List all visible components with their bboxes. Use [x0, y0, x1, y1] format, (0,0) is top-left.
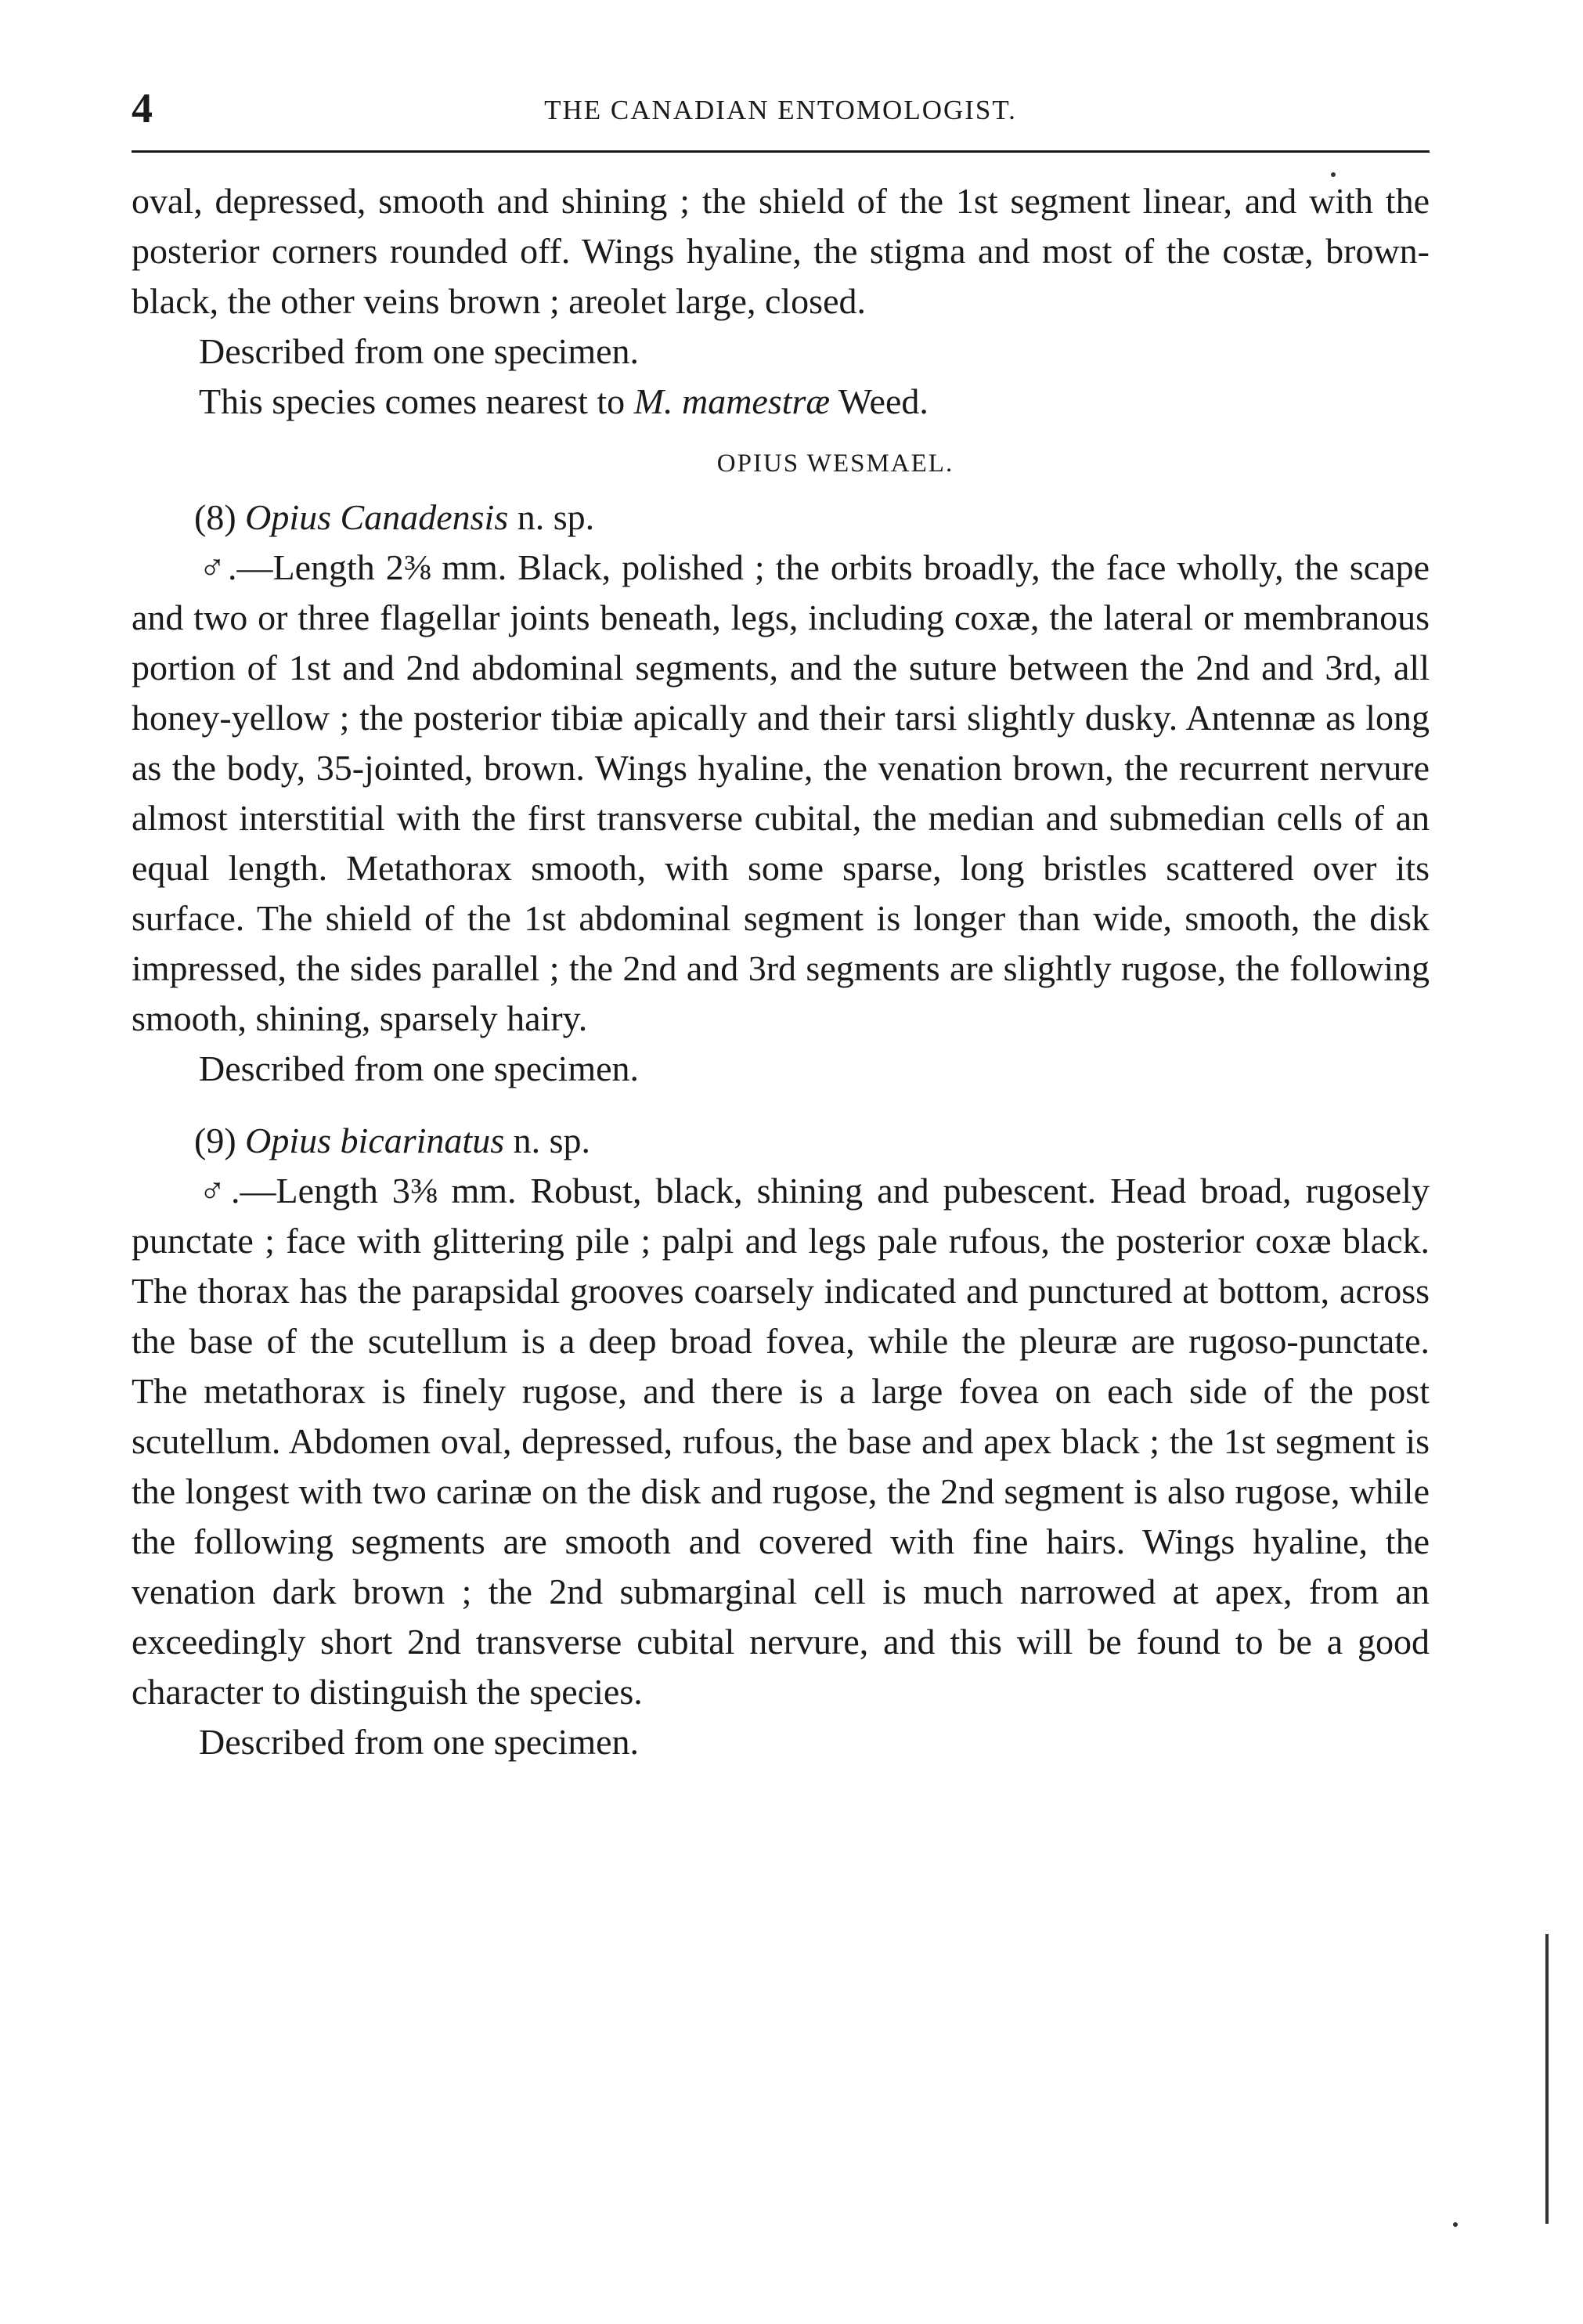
species-number: (8) — [194, 497, 236, 537]
comparison-suffix: Weed. — [838, 381, 929, 421]
species-number: (9) — [194, 1120, 236, 1160]
species-description-9: ♂.—Length 3⅜ mm. Robust, black, shining and pubescent. Head broad, rugosely punctate ; face with glittering pile ; palpi and legs pale rufous, the posterior coxæ black. The thorax has the parapsidal grooves coarsely indicated and punctured at bottom, across the base of the scutellum is a deep broad fovea, while the pleuræ are rugoso-punctate. The metathorax is finely rugose, and there is a large fovea on each side of the post scutellum. Abdomen oval, depressed, rufous, the base and apex black ; the 1st segment is the longest with two carinæ on the disk and rugose, the 2nd segment is also rugose, while the following segments are smooth and covered with fine hairs. Wings hyaline, the venation dark brown ; the 2nd submarginal cell is much narrowed at apex, from an exceedingly short 2nd transverse cubital nervure, and this will be found to be a good character to distinguish the species. — [132, 1171, 1430, 1712]
intro-paragraph: oval, depressed, smooth and shining ; the shield of the 1st segment linear, and with the posterior corners rounded off. Wings hyaline, the stigma and most of the costæ, brown-black, the other veins brown ; areolet large, closed. — [132, 181, 1430, 321]
described-note: Described from one specimen. — [199, 331, 640, 371]
species-description-8: ♂.—Length 2⅜ mm. Black, polished ; the orbits broadly, the face wholly, the scape and two or three flagellar joints beneath, legs, including coxæ, the lateral or membranous portion of 1st and 2nd abdominal segments, and the suture between the 2nd and 3rd, all honey-yellow ; the posterior tibiæ apically and their tarsi slightly dusky. Antennæ as long as the body, 35-jointed, brown. Wings hyaline, the venation brown, the recurrent nervure almost interstitial with the first transverse cubital, the median and submedian cells of an equal length. Metathorax smooth, with some sparse, long bristles scattered over its surface. The shield of the 1st abdominal segment is longer than wide, smooth, the disk impressed, the sides parallel ; the 2nd and 3rd segments are slightly rugose, the following smooth, shining, sparsely hairy. — [132, 547, 1430, 1038]
running-head: THE CANADIAN ENTOMOLOGIST. — [544, 95, 1017, 125]
spacer — [132, 1094, 1430, 1110]
comparison-species: M. mamestræ — [633, 381, 831, 421]
comparison-note — [132, 377, 1430, 427]
scan-speck — [1331, 172, 1336, 177]
comparison-prefix: This species comes nearest to — [199, 381, 626, 421]
species-name: Opius Canadensis — [245, 497, 509, 537]
page — [132, 85, 1430, 1767]
scan-edge-mark — [1545, 1934, 1549, 2224]
species-suffix: n. sp. — [513, 1120, 591, 1160]
described-note-9: Described from one specimen. — [199, 1722, 640, 1762]
species-name: Opius bicarinatus — [245, 1120, 505, 1160]
scan-speck — [1453, 2222, 1458, 2227]
species-heading-9 — [132, 1116, 1430, 1166]
page-number: 4 — [132, 85, 153, 132]
header-rule — [132, 150, 1430, 153]
species-heading-8 — [132, 493, 1430, 543]
page-header — [132, 85, 1430, 132]
described-note-8: Described from one specimen. — [199, 1048, 640, 1088]
genus-heading: OPIUS WESMAEL. — [716, 449, 954, 478]
species-suffix: n. sp. — [517, 497, 595, 537]
